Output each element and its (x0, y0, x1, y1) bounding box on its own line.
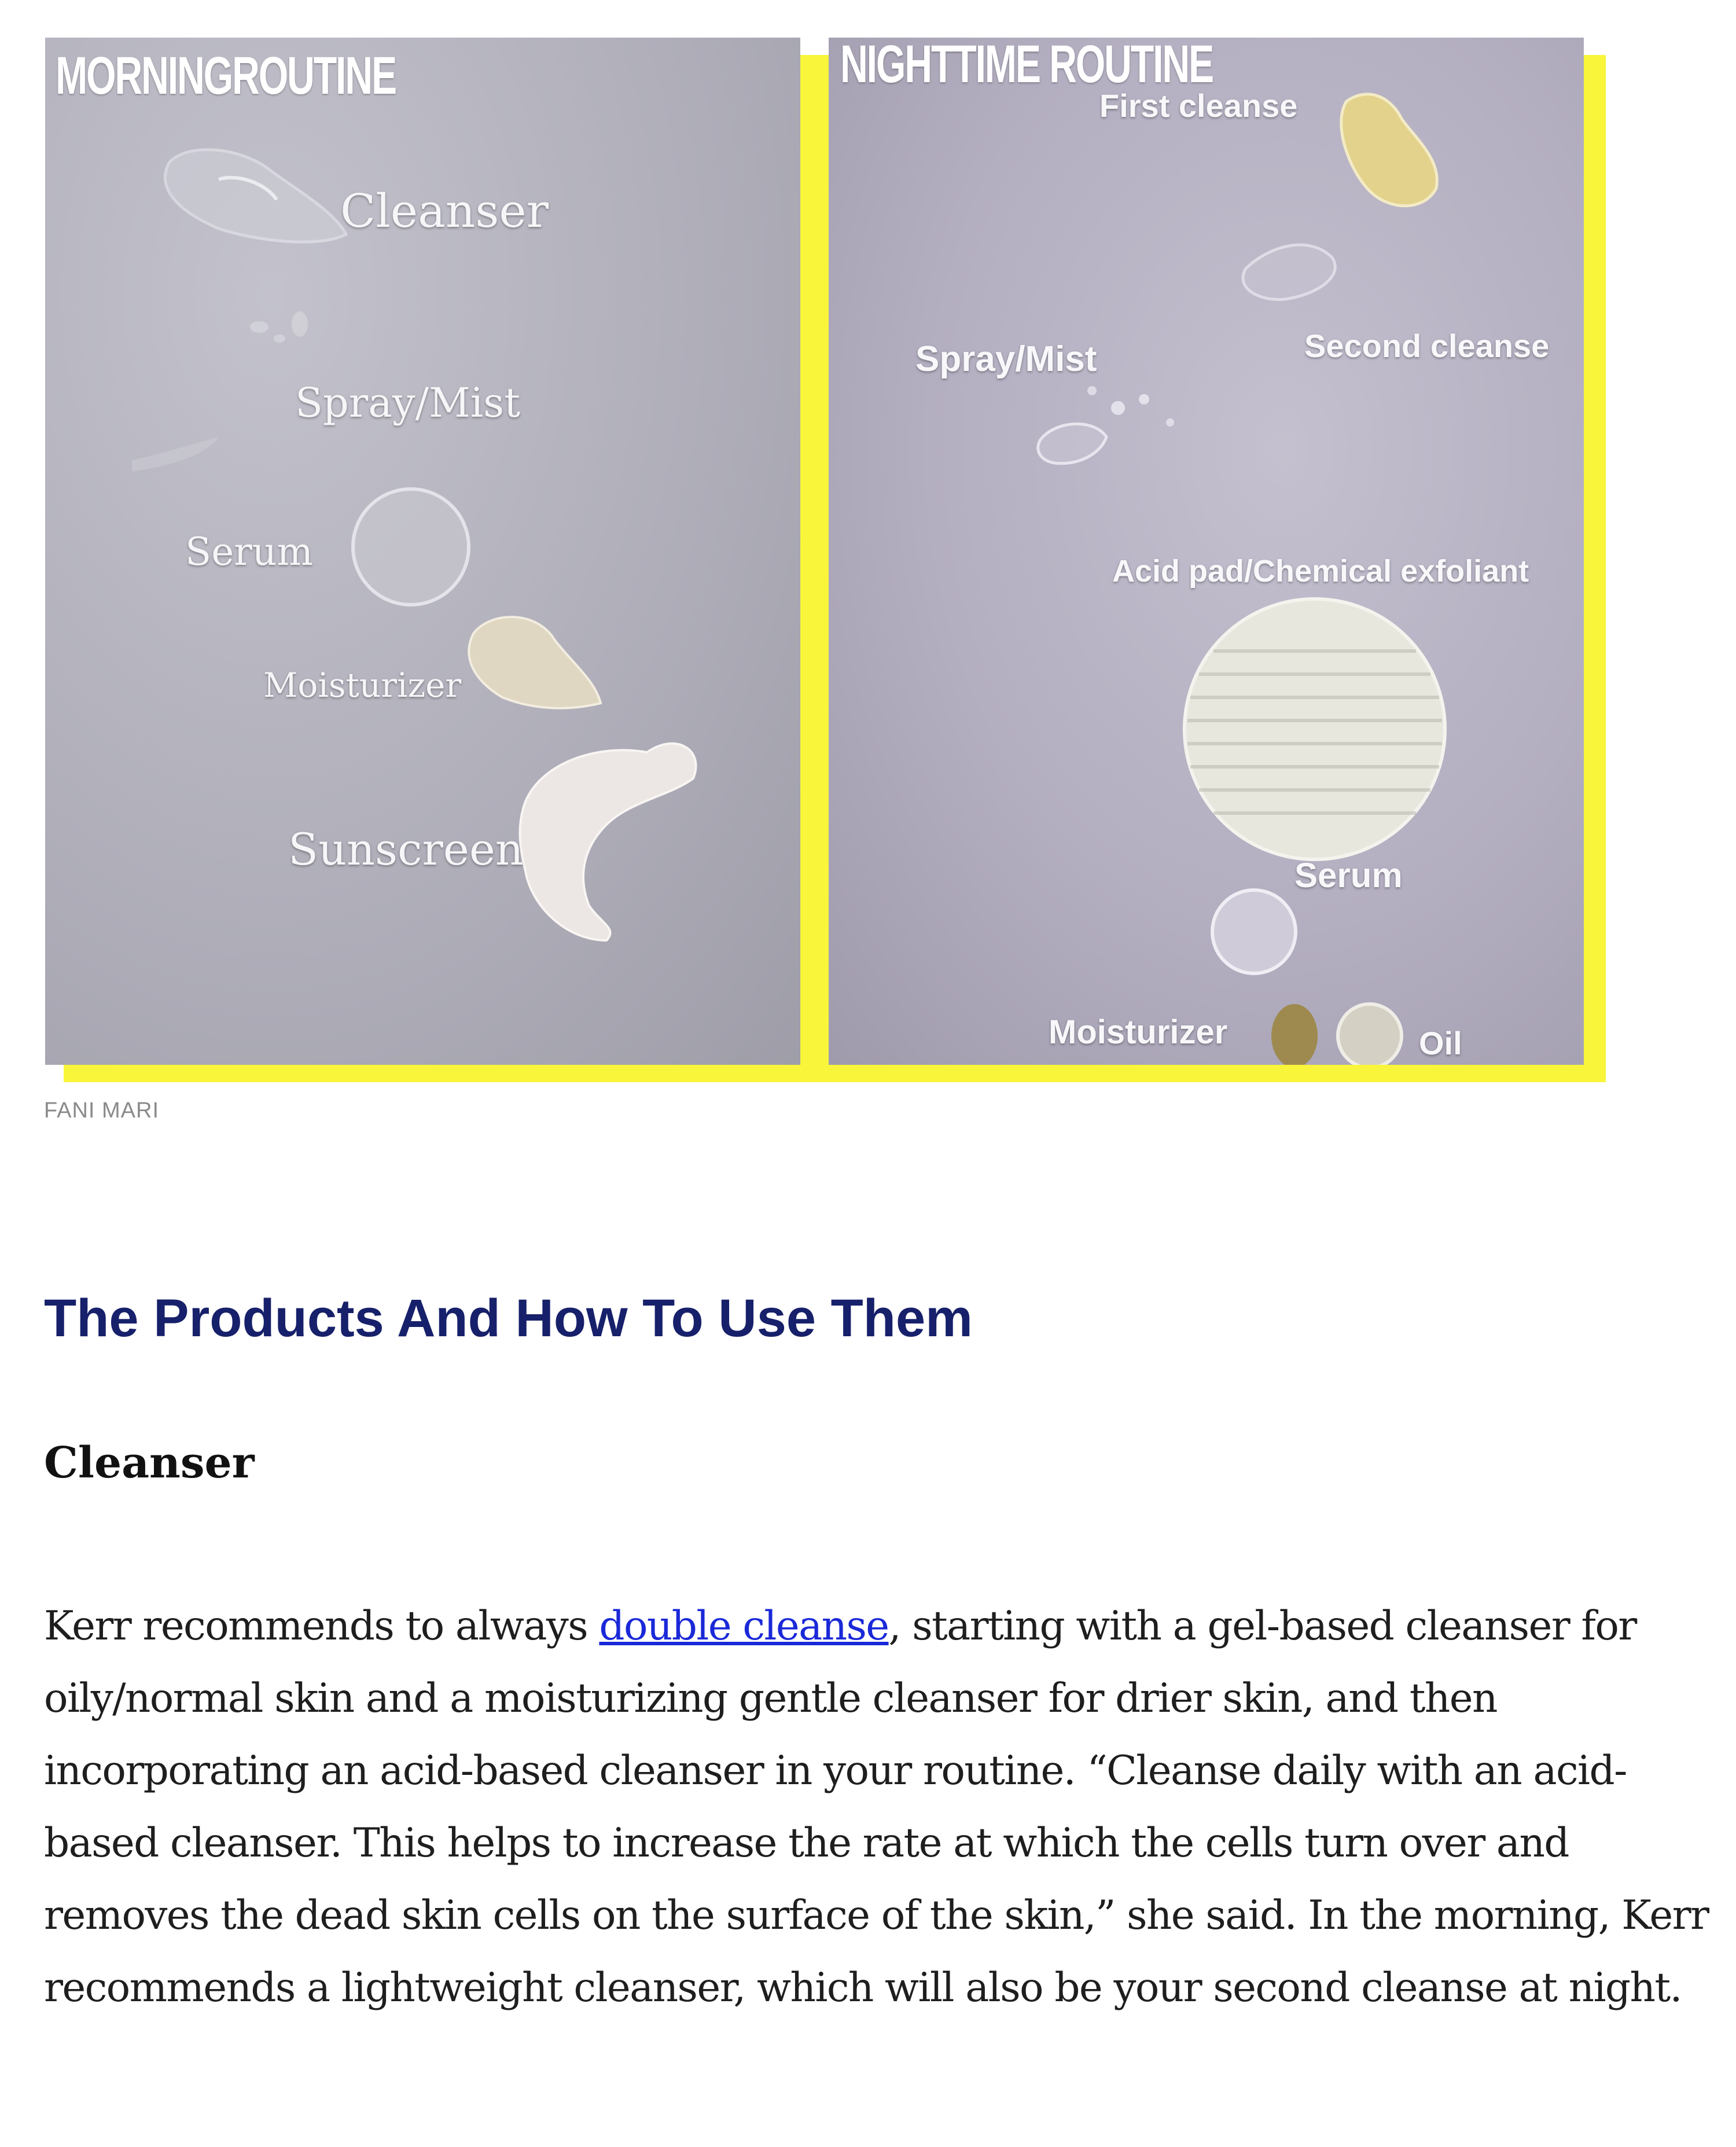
moisturizer-swatch (469, 617, 601, 708)
night-second-cleanse-label: Second cleanse (1304, 328, 1550, 364)
moisturizer-swatch (1271, 1004, 1318, 1065)
photo-credit: FANI MARI (44, 1098, 160, 1123)
paragraph-text-rest: , starting with a gel-based cleanser for oily/normal skin and a moisturizing gentle cleanser for drier skin, and then incorporating an acid-based cleanser in your routine. “Cleanse daily with an acid-based cleanser. This helps to increase the rate at which the cells turn over and removes the dead skin cells on the surface of the skin,” she said. In the morning, Kerr recommends a lightweight cleanser, which will also be your second cleanse at night. (44, 1603, 1709, 2011)
sunscreen-swatch (520, 744, 696, 940)
night-spray-label: Spray/Mist (915, 339, 1097, 379)
nighttime-routine-heading: NIGHTTIME ROUTINE (840, 38, 1213, 94)
morning-spray-label: Spray/Mist (295, 379, 521, 427)
morning-serum-label: Serum (185, 530, 313, 574)
morning-cleanser-label: Cleanser (340, 184, 549, 238)
night-acid-pad-label: Acid pad/Chemical exfoliant (1112, 554, 1529, 589)
night-oil-label: Oil (1419, 1025, 1462, 1061)
second-cleanse-swatch (1243, 245, 1335, 299)
nighttime-product-swatches (829, 38, 1584, 1065)
section-title: The Products And How To Use Them (44, 1289, 973, 1348)
serum-swatch (353, 489, 469, 605)
serum-swatch (1212, 890, 1296, 973)
spray-droplet (1038, 424, 1106, 464)
double-cleanse-link[interactable]: double cleanse (599, 1603, 889, 1649)
nighttime-routine-photo (829, 38, 1584, 1065)
morning-routine-photo (45, 38, 800, 1065)
night-moisturizer-label: Moisturizer (1049, 1013, 1228, 1051)
paragraph-text-start: Kerr recommends to always (44, 1603, 599, 1649)
morning-moisturizer-label: Moisturizer (263, 666, 462, 705)
oil-swatch (1338, 1004, 1402, 1065)
night-serum-label: Serum (1294, 856, 1403, 895)
acid-pad-swatch (1185, 599, 1445, 859)
cleanser-swatch (165, 150, 346, 242)
cleanser-paragraph (44, 1590, 1711, 2024)
night-first-cleanse-label: First cleanse (1099, 87, 1298, 124)
spray-droplet (250, 321, 269, 333)
morning-sunscreen-label: Sunscreen (288, 823, 524, 875)
morning-routine-heading: MORNINGROUTINE (56, 46, 396, 105)
first-cleanse-swatch (1341, 94, 1437, 206)
cleanser-subheading: Cleanser (44, 1438, 255, 1488)
